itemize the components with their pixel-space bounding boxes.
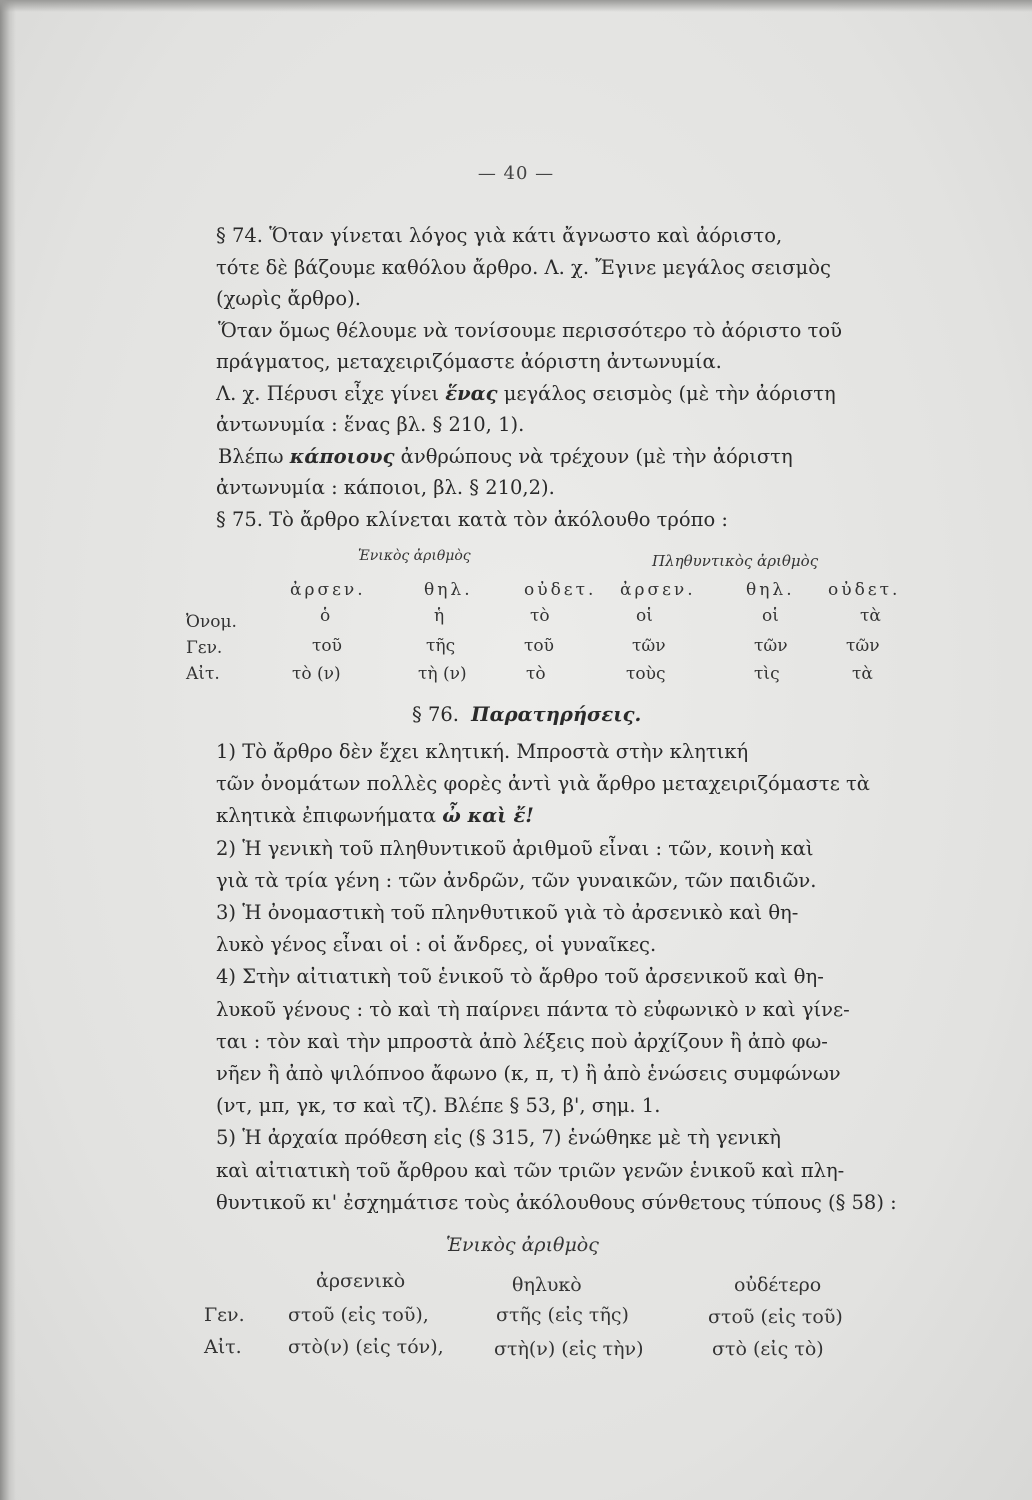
singular-heading: Ἑνικὸς ἀριθμὸς [358,548,471,564]
table-cell: τῆς [426,636,456,656]
text-line: τότε δὲ βάζουμε καθόλου ἄρθρο. Λ. χ. Ἔγινε μεγάλος σεισμὸς [216,255,831,279]
text-line: γιὰ τὰ τρία γένη : τῶν ἀνδρῶν, τῶν γυναικῶν, τῶν παιδιῶν. [216,868,817,892]
text-line: πράγματος, μεταχειριζόμαστε ἀόριστη ἀντωνυμία. [216,350,722,373]
table-cell: ὁ [320,606,331,626]
note-text: κλητικὰ ἐπιφωνήματα [216,804,437,828]
text-line [216,800,921,832]
section-number: § 76. [412,703,459,726]
table-cell: τὸ [530,606,550,626]
text-line [216,378,921,410]
table-cell: τῶν [846,636,880,656]
text-line: (χωρὶς ἄρθρο). [216,287,361,310]
example-text: ἀνθρώπους νὰ τρέχουν (μὲ τὴν ἀόριστη [400,444,793,468]
table-cell: οἱ [762,606,779,626]
table-cell: στὸ (εἰς τὸ) [712,1338,824,1360]
table-cell: τοῦ [524,636,554,656]
para-74-example-2 [216,441,921,504]
text-line [216,441,921,473]
table-cell: τοῦ [312,636,342,656]
table-cell: τὴ (ν) [418,664,467,684]
gender-header: θηλυκὸ [512,1274,582,1296]
text-line: τῶν ὀνομάτων πολλὲς φορὲς ἀντὶ γιὰ ἄρθρο μεταχειριζόμαστε τὰ [216,772,870,796]
text-line: 5) Ἡ ἀρχαία πρόθεση εἰς (§ 315, 7) ἑνώθηκε μὲ τὴ γενικὴ [216,1126,781,1150]
section-title: Παρατηρήσεις. [471,703,642,726]
table-cell: τὸ (ν) [292,664,341,684]
example-text: Βλέπω [218,444,284,468]
text-line: θυντικοῦ κι' ἐσχημάτισε τοὺς ἀκόλουθους σύνθετους τύπους (§ 58) : [216,1190,897,1214]
table-cell: τοὺς [626,664,666,684]
table-cell: στοῦ (εἰς τοῦ), [288,1304,429,1326]
table-cell: στὸ(ν) (εἰς τόν), [288,1336,444,1358]
gender-header: οὐδετ. [524,580,597,600]
case-label: Γεν. [186,638,223,658]
compound-article-table [200,1234,920,1364]
note-3 [216,897,921,961]
text-line: λυκοῦ γένους : τὸ καὶ τὴ παίρνει πάντα τὸ εὐφωνικὸ ν καὶ γίνε- [216,997,850,1021]
gender-header: οὐδέτερο [734,1274,822,1296]
gender-header: ἀρσενικὸ [316,1270,406,1292]
table-cell: τῶν [754,636,788,656]
gender-header: οὐδετ. [828,580,901,600]
text-line: ἀντωνυμία : ἕνας βλ. § 210, 1). [216,413,525,436]
text-line: § 75. Τὸ ἄρθρο κλίνεται κατὰ τὸν ἀκόλουθο τρόπο : [216,507,728,531]
table-cell: στὴ(ν) (εἰς τὴν) [494,1338,644,1360]
case-label: Αἰτ. [204,1336,242,1358]
plural-heading: Πληθυντικὸς ἀριθμὸς [652,552,819,570]
text-line: § 74. Ὅταν γίνεται λόγος γιὰ κάτι ἄγνωστο καὶ ἀόριστο, [216,224,783,247]
note-5 [216,1122,921,1219]
text-line: νῆεν ἢ ἀπὸ ψιλόπνοο ἄφωνο (κ, π, τ) ἢ ἀπὸ ἑνώσεις συμφώνων [216,1062,841,1086]
page-edge-shadow [0,0,16,1500]
case-label: Αἰτ. [186,664,220,684]
section-74 [216,220,921,535]
text-line: λυκὸ γένος εἶναι οἱ : οἱ ἄνδρες, οἱ γυναῖκες. [216,933,657,957]
note-2 [216,833,921,897]
text-line: 4) Στὴν αἰτιατικὴ τοῦ ἑνικοῦ τὸ ἄρθρο τοῦ ἀρσενικοῦ καὶ θη- [216,965,824,989]
text-line: ται : τὸν καὶ τὴν μπροστὰ ἀπὸ λέξεις ποὺ ἀρχίζουν ἢ ἀπὸ φω- [216,1029,828,1053]
table-cell: τὸ [526,664,546,684]
text-line: (ντ, μπ, γκ, τσ καὶ τζ). Βλέπε § 53, β', σημ. 1. [216,1094,661,1118]
table-cell: τὰ [860,606,881,626]
section-76-heading [412,703,641,726]
text-line: 1) Τὸ ἄρθρο δὲν ἔχει κλητική. Μπροστὰ στὴν κλητική [216,740,749,763]
example-text: Λ. χ. Πέρυσι εἶχε γίνει [216,381,440,405]
para-75 [216,504,921,536]
case-label: Ὀνομ. [186,612,237,632]
text-line: Ὅταν ὅμως θέλουμε νὰ τονίσουμε περισσότερο τὸ ἀόριστο τοῦ [218,318,842,342]
emphasized-word: ὦ καὶ ἔ! [442,804,534,828]
table-heading: Ἑνικὸς ἀριθμὸς [446,1234,599,1256]
notes-block [216,736,921,1219]
gender-header: θηλ. [424,580,473,600]
gender-header: ἀρσεν. [290,580,366,600]
table-cell: στῆς (εἰς τῆς) [496,1304,629,1326]
example-text: μεγάλος σεισμὸς (μὲ τὴν ἀόριστη [503,381,836,405]
declension-table [186,548,926,698]
note-4 [216,961,921,1122]
table-cell: τὰ [852,664,873,684]
emphasized-word: ἕνας [445,381,498,405]
table-cell: ἡ [434,606,445,626]
table-cell: οἱ [636,606,653,626]
page-top-shadow [0,0,1032,12]
table-cell: τῶν [632,636,666,656]
text-line: 3) Ἡ ὀνομαστικὴ τοῦ πληνθυτικοῦ γιὰ τὸ ἀρσενικὸ καὶ θη- [216,901,799,925]
text-line: 2) Ἡ γενικὴ τοῦ πληθυντικοῦ ἀριθμοῦ εἶναι : τῶν, κοινὴ καὶ [216,836,814,860]
case-label: Γεν. [204,1304,245,1326]
para-74-intro [216,220,921,378]
emphasized-word: κάποιους [289,444,395,468]
text-line: καὶ αἰτιατικὴ τοῦ ἄρθρου καὶ τῶν τριῶν γενῶν ἑνικοῦ καὶ πλη- [216,1158,845,1182]
table-cell: τὶς [754,664,780,684]
para-74-example-1 [216,378,921,441]
gender-header: ἀρσεν. [620,580,696,600]
text-line: ἀντωνυμία : κάποιοι, βλ. § 210,2). [216,476,555,499]
page-number: — 40 — [477,163,555,184]
note-1 [216,736,921,833]
gender-header: θηλ. [746,580,795,600]
table-cell: στοῦ (εἰς τοῦ) [708,1306,843,1328]
